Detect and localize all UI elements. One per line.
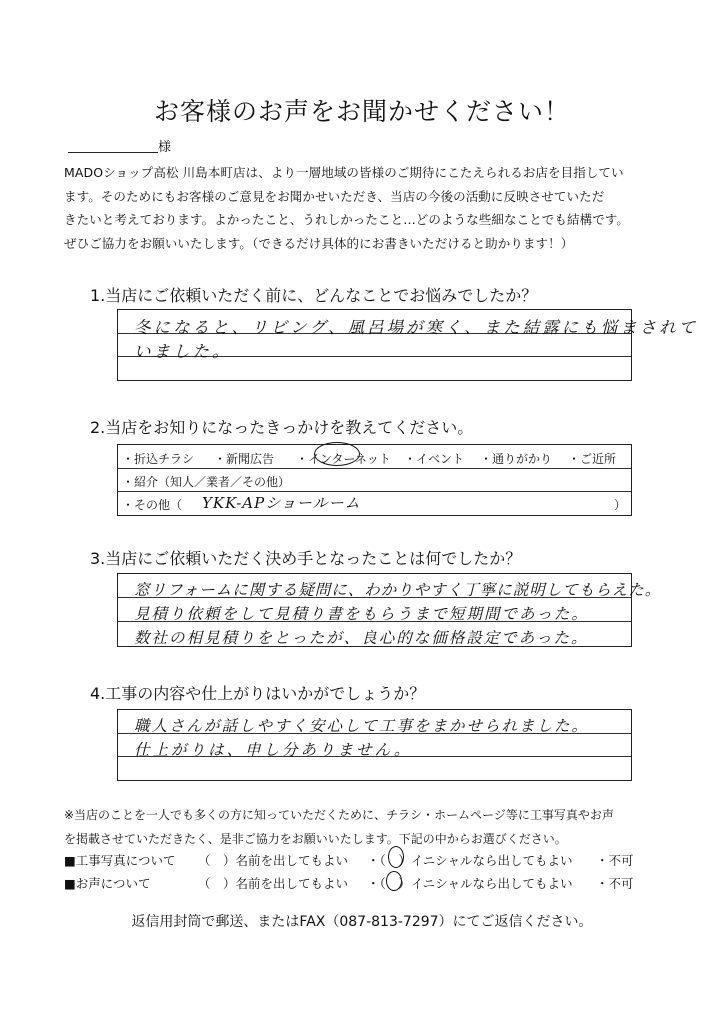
- option-passing-by[interactable]: ・通りがかり: [480, 452, 553, 466]
- option-referral[interactable]: ・紹介（知人／業者／その他）: [122, 475, 291, 489]
- handwritten-circle: [386, 871, 402, 891]
- question-2-label: 2.当店をお知りになったきっかけを教えてください。: [90, 418, 474, 437]
- perm-voice-initial-option[interactable]: ・（ ）イニシャルなら出してもよい: [367, 876, 573, 891]
- handwritten-circle: [314, 442, 360, 466]
- option-flyer[interactable]: ・折込チラシ: [122, 452, 195, 466]
- question-1-answer-line: いました。: [134, 342, 232, 361]
- perm-photo-name-option[interactable]: （ ）名前を出してもよい: [198, 853, 349, 868]
- option-neighborhood[interactable]: ・ご近所: [568, 452, 617, 466]
- perm-voice-name-option[interactable]: （ ）名前を出してもよい: [198, 876, 349, 891]
- return-instructions: 返信用封筒で郵送、またはFAX（087-813-7297）にてご返信ください。: [131, 914, 593, 930]
- intro-line: MADOショップ高松 川島本町店は、より一層地域の皆様のご期待にこたえられるお店を目指してい: [64, 165, 624, 180]
- option-other[interactable]: ・その他（: [122, 498, 183, 512]
- question-3-answer-line: 見積り依頼をして見積り書をもらうまで短期間であった。: [134, 605, 589, 623]
- name-suffix: 様: [158, 140, 172, 155]
- option-internet[interactable]: ・インターネット: [296, 452, 391, 466]
- question-4-label: 4.工事の内容や仕上がりはいかがでしょうか？: [90, 684, 426, 703]
- question-2-options-box: [117, 444, 632, 516]
- question-1-answer-box[interactable]: [117, 309, 699, 381]
- question-1-answer-line: 冬になると、リビング、風呂場が寒く、また結露にも悩まされて: [134, 318, 699, 337]
- intro-line: ます。そのためにもお客様のご意見をお聞かせいただき、当店の今後の活動に反映させていただ: [64, 188, 605, 204]
- publication-note: [64, 803, 674, 851]
- note-line: ※当店のことを一人でも多くの方に知っていただくために、チラシ・ホームページ等に工事写真やお声: [64, 808, 614, 822]
- perm-photo-no-option[interactable]: ・不可: [596, 853, 634, 868]
- option-event[interactable]: ・イベント: [404, 452, 465, 466]
- question-3-label: 3.当店にご依頼いただく決め手となったことは何でしたか？: [90, 549, 522, 568]
- perm-voice-no-option[interactable]: ・不可: [596, 876, 634, 891]
- option-newspaper[interactable]: ・新聞広告: [214, 452, 275, 466]
- question-3-answer-line: 数社の相見積りをとったが、良心的な価格設定であった。: [134, 629, 589, 647]
- perm-photo-initial-option[interactable]: ・（ ）イニシャルなら出してもよい: [367, 853, 573, 868]
- perm-photo-label: ■工事写真について: [64, 853, 176, 868]
- question-4-answer-line: 職人さんが話しやすく安心して工事をまかせられました。: [134, 717, 590, 735]
- options-rule: [118, 491, 631, 492]
- option-other-answer: YKK-APショールーム: [202, 494, 361, 512]
- page-title: お客様のお声をお聞かせください！: [153, 97, 570, 126]
- perm-voice-label: ■お声について: [64, 876, 151, 891]
- option-other-close: ）: [614, 498, 627, 512]
- options-rule: [118, 468, 631, 469]
- intro-line: ぜひご協力をお願いいたします。（できるだけ具体的にお書きいただけると助かります！）: [64, 235, 574, 251]
- question-3-answer-box[interactable]: [117, 573, 662, 647]
- question-4-answer-line: 仕上がりは、申し分ありません。: [134, 741, 413, 759]
- intro-line: きたいと考えております。よかったこと、うれしかったこと…どのような些細なことでも結構です。: [64, 212, 630, 227]
- intro-text: [64, 161, 664, 255]
- question-1-label: 1.当店にご依頼いただく前に、どんなことでお悩みでしたか？: [90, 286, 538, 305]
- question-4-answer-box[interactable]: [117, 709, 632, 781]
- customer-name-line[interactable]: [68, 138, 158, 153]
- note-line: を掲載させていただきたく、是非ご協力をお願いいたします。下記の中からお選びください。: [64, 832, 567, 846]
- handwritten-circle: [388, 846, 404, 868]
- question-3-answer-line: 窓リフォームに関する疑問に、わかりやすく丁寧に説明してもらえた。: [134, 581, 662, 599]
